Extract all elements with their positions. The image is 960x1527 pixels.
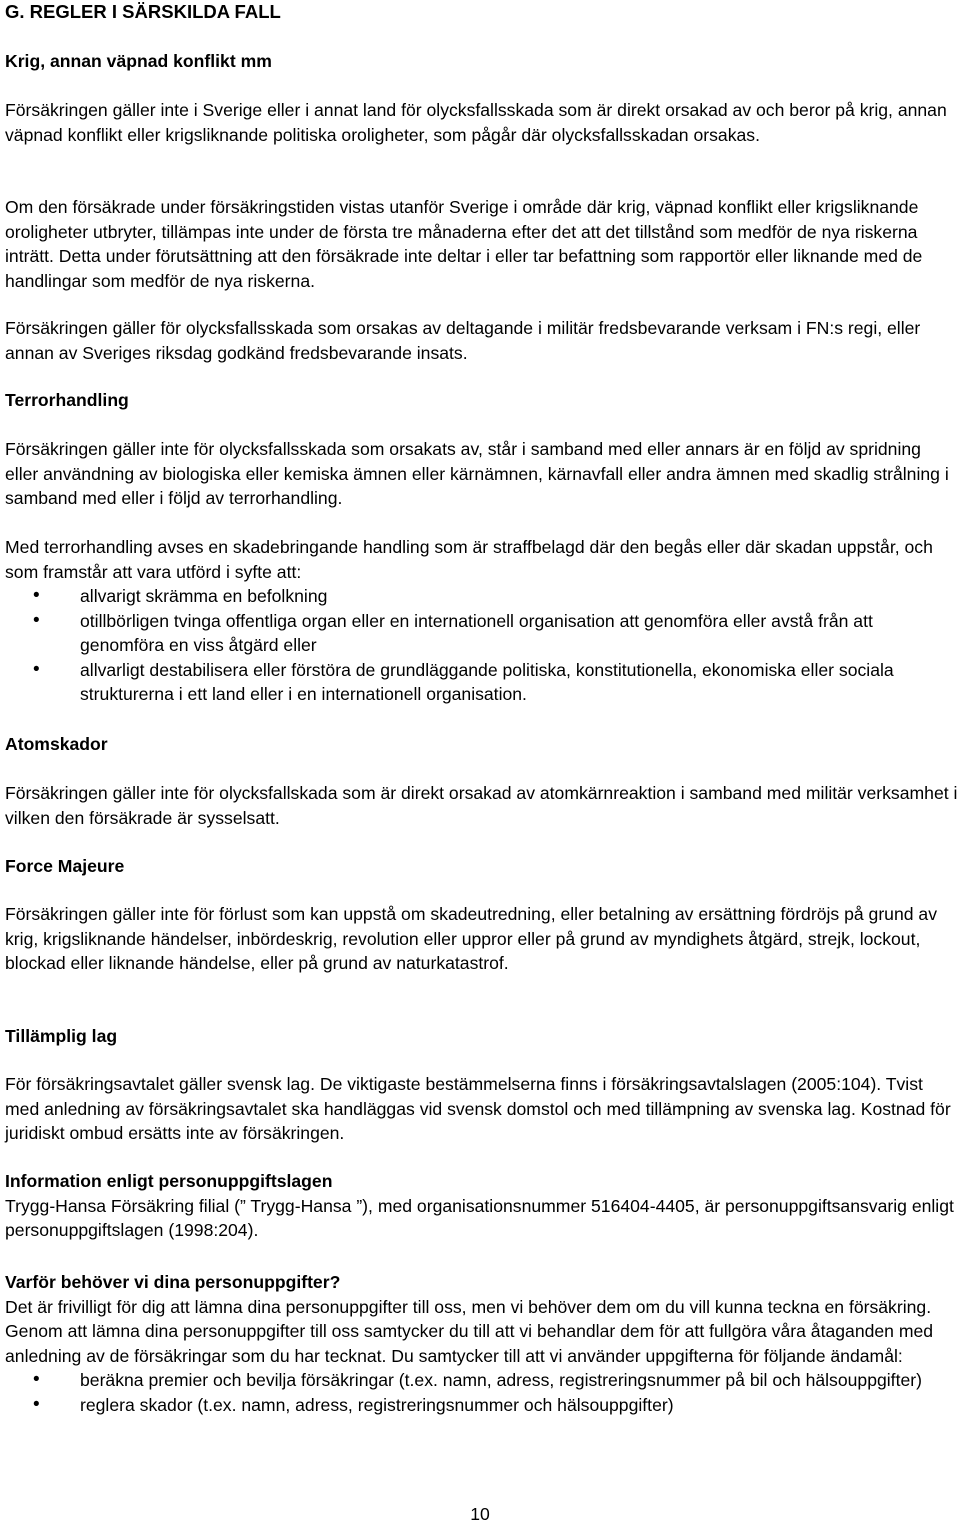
list-item: • beräkna premier och bevilja försäkringar (t.ex. namn, adress, registreringsnummer på bil och hälsouppgifter) [5, 1368, 958, 1393]
force-p1-block [5, 902, 958, 976]
why-heading: Varför behöver vi dina personuppgifter? [5, 1272, 341, 1292]
list-item: • allvarligt destabilisera eller förstöra de grundläggande politiska, konstitutionella, ekonomiska eller sociala strukturerna i ett land eller i en internationell organisation. [5, 658, 958, 707]
terror-paragraph-2: Med terrorhandling avses en skadebringande handling som är straffbelagd där den begås eller där skadan uppstår, och som framstår att vara utförd i syfte att: [5, 537, 933, 582]
terror-heading: Terrorhandling [5, 390, 129, 410]
war-paragraph-3: Försäkringen gäller för olycksfallsskada som orsakas av deltagande i militär fredsbevarande verksam i FN:s regi, eller annan av Sveriges riksdag godkänd fredsbevarande insats. [5, 318, 921, 363]
list-item: • otillbörligen tvinga offentliga organ eller en internationell organisation att genomföra eller avstå från att genomföra en viss åtgärd eller [5, 609, 958, 658]
law-paragraph: För försäkringsavtalet gäller svensk lag. De viktigaste bestämmelserna finns i försäkringsavtalslagen (2005:104). Tvist med anledning av försäkringsavtalet ska handläggas vid svensk domstol och med tillämpning av svenska lag. Kostnad för juridiskt ombud ersätts inte av försäkringen. [5, 1074, 951, 1143]
pul-paragraph: Trygg-Hansa Försäkring filial (” Trygg-Hansa ”), med organisationsnummer 516404-4405, är personuppgiftsansvarig enligt personuppgiftslagen (1998:204). [5, 1195, 954, 1240]
list-item: • reglera skador (t.ex. namn, adress, registreringsnummer och hälsouppgifter) [5, 1393, 958, 1418]
why-paragraph: Det är frivilligt för dig att lämna dina personuppgifter till oss, men vi behöver dem om du vill kunna teckna en försäkring. Genom att lämna dina personuppgifter till oss samtycker du till att vi behandlar dem för att fullgöra våra åtaganden med anledning av de försäkringar som du har tecknat. Du samtycker till att vi använder uppgifterna för följande ändamål: [5, 1296, 934, 1366]
war-section [5, 49, 958, 74]
atom-section [5, 732, 958, 757]
page-number: 10 [470, 1504, 490, 1524]
war-p3-block [5, 316, 958, 365]
atom-heading: Atomskador [5, 734, 108, 754]
force-paragraph: Försäkringen gäller inte för förlust som kan uppstå om skadeutredning, eller betalning av ersättning fördröjs på grund av krig, krigsliknande händelser, inbördeskrig, revolution eller uppror eller på grund av myndighets åtgärd, strejk, lockout, blockad eller liknande händelse, eller på grund av naturkatastrof. [5, 904, 938, 973]
war-p1-block [5, 98, 958, 147]
atom-paragraph: Försäkringen gäller inte för olycksfallskada som är direkt orsakad av atomkärnreaktion i samband med militär verksamhet i vilken den försäkrade är sysselsatt. [5, 783, 958, 828]
war-paragraph-2: Om den försäkrade under försäkringstiden vistas utanför Sverige i område där krig, väpnad konflikt eller krigsliknande oroligheter utbryter, tillämpas inte under de första tre månaderna efter det att det tillstånd som medför de nya riskerna inträtt. Detta under förutsättning att den försäkrade inte deltar i eller tar befattning som rapportör eller liknande med de handlingar som medför de nya riskerna. [5, 197, 923, 291]
pul-section [5, 1169, 958, 1243]
pul-heading: Information enligt personuppgiftslagen [5, 1171, 333, 1191]
why-section [5, 1270, 958, 1417]
war-p2-block [5, 195, 958, 293]
force-heading: Force Majeure [5, 856, 125, 876]
section-title: G. REGLER I SÄRSKILDA FALL [5, 1, 281, 22]
why-bullet-list [5, 1368, 958, 1417]
law-section [5, 1024, 958, 1049]
law-heading: Tillämplig lag [5, 1026, 118, 1046]
terror-section [5, 388, 958, 413]
terror-bullet-list [5, 584, 958, 707]
terror-p1-block [5, 437, 958, 511]
law-p1-block [5, 1072, 958, 1146]
war-paragraph-1: Försäkringen gäller inte i Sverige eller i annat land för olycksfallsskada som är direkt orsakad av och beror på krig, annan väpnad konflikt eller krigsliknande politiska oroligheter, som pågår där olycksfallsskadan orsakas. [5, 100, 947, 145]
force-section [5, 854, 958, 879]
terror-paragraph-1: Försäkringen gäller inte för olycksfallsskada som orsakats av, står i samband med eller annars är en följd av spridning eller användning av biologiska eller kemiska ämnen eller kärnämnen, kärnavfall eller andra ämnen med skadlig strålning i samband med eller i följd av terrorhandling. [5, 439, 949, 508]
war-heading: Krig, annan väpnad konflikt mm [5, 51, 272, 71]
terror-p2-block [5, 535, 958, 707]
atom-p1-block [5, 781, 958, 830]
list-item: • allvarigt skrämma en befolkning [5, 584, 958, 609]
